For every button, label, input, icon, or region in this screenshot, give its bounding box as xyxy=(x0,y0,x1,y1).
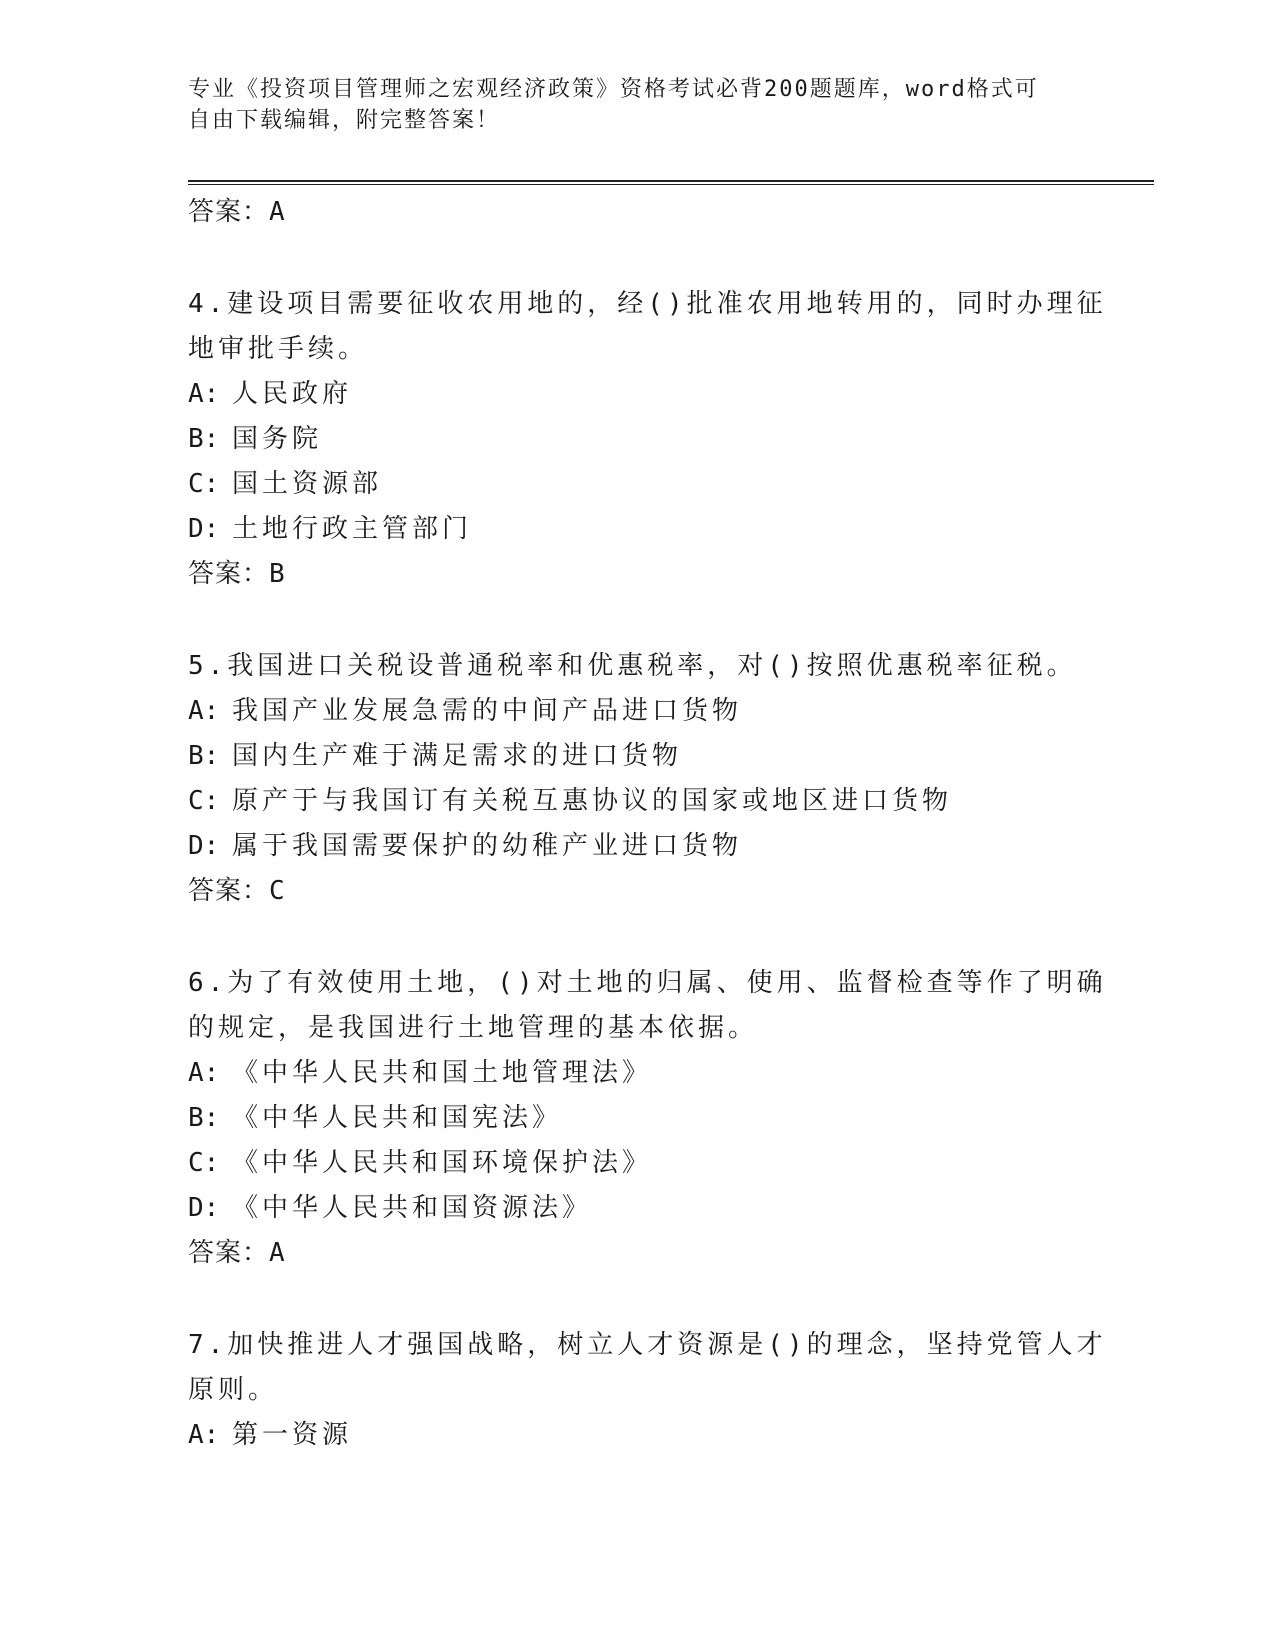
question-block xyxy=(188,644,1088,913)
question-text-line: 4.建设项目需要征收农用地的，经()批准农用地转用的，同时办理征 xyxy=(188,289,1107,319)
spacer xyxy=(188,913,1088,961)
question-text-line: 的规定，是我国进行土地管理的基本依据。 xyxy=(188,1013,759,1043)
option-key: A: xyxy=(188,379,220,409)
answer-line xyxy=(188,190,1088,234)
question-text xyxy=(188,282,1107,372)
question-list xyxy=(188,190,1107,1458)
spacer xyxy=(188,1275,1088,1323)
option-key: B: xyxy=(188,741,220,771)
option-a xyxy=(188,372,1088,417)
option-d xyxy=(188,507,1088,552)
option-text: 我国产业发展急需的中间产品进口货物 xyxy=(232,696,743,726)
answer-value: B xyxy=(269,559,286,589)
option-key: C: xyxy=(188,469,220,499)
option-text: 《中华人民共和国宪法》 xyxy=(232,1103,563,1133)
option-key: D: xyxy=(188,831,220,861)
option-text: 土地行政主管部门 xyxy=(232,514,473,544)
option-text: 人民政府 xyxy=(232,379,353,409)
option-key: D: xyxy=(188,514,220,544)
answer-value: A xyxy=(269,197,286,227)
option-text: 国土资源部 xyxy=(232,469,383,499)
option-key: D: xyxy=(188,1193,220,1223)
option-text: 国内生产难于满足需求的进口货物 xyxy=(232,741,683,771)
option-d xyxy=(188,824,1088,869)
question-block xyxy=(188,961,1107,1275)
option-c xyxy=(188,462,1088,507)
answer-line xyxy=(188,1231,1088,1275)
option-text: 《中华人民共和国资源法》 xyxy=(232,1193,593,1223)
option-key: C: xyxy=(188,786,220,816)
option-a xyxy=(188,1051,1088,1096)
option-d xyxy=(188,1186,1088,1231)
question-text-line: 原则。 xyxy=(188,1375,279,1405)
option-key: B: xyxy=(188,1103,220,1133)
question-text xyxy=(188,1323,1107,1413)
question-block xyxy=(188,282,1107,596)
option-a xyxy=(188,689,1088,734)
header-line: 自由下载编辑，附完整答案！ xyxy=(188,108,501,133)
option-c xyxy=(188,1141,1088,1186)
header-divider-thick xyxy=(188,180,1154,182)
question-text-line: 6.为了有效使用土地，()对土地的归属、使用、监督检查等作了明确 xyxy=(188,968,1107,998)
option-key: C: xyxy=(188,1148,220,1178)
option-text: 第一资源 xyxy=(232,1420,353,1450)
spacer xyxy=(188,234,1088,282)
answer-label: 答案： xyxy=(188,197,270,227)
option-text: 原产于与我国订有关税互惠协议的国家或地区进口货物 xyxy=(232,786,953,816)
question-block xyxy=(188,1323,1107,1458)
answer-value: C xyxy=(269,876,286,906)
answer-label: 答案： xyxy=(188,1238,270,1268)
option-b xyxy=(188,734,1088,779)
answer-label: 答案： xyxy=(188,876,270,906)
option-c xyxy=(188,779,1088,824)
option-key: A: xyxy=(188,696,220,726)
question-text xyxy=(188,644,1088,689)
option-key: A: xyxy=(188,1420,220,1450)
option-text: 《中华人民共和国环境保护法》 xyxy=(232,1148,653,1178)
option-b xyxy=(188,1096,1088,1141)
question-text-line: 7.加快推进人才强国战略，树立人才资源是()的理念，坚持党管人才 xyxy=(188,1330,1107,1360)
page-header xyxy=(188,74,1088,136)
option-text: 《中华人民共和国土地管理法》 xyxy=(232,1058,653,1088)
question-text xyxy=(188,961,1107,1051)
spacer xyxy=(188,596,1088,644)
option-key: A: xyxy=(188,1058,220,1088)
option-text: 国务院 xyxy=(232,424,323,454)
header-divider-thin xyxy=(188,184,1154,185)
answer-label: 答案： xyxy=(188,559,270,589)
answer-line xyxy=(188,869,1088,913)
option-a xyxy=(188,1413,1088,1458)
option-b xyxy=(188,417,1088,462)
answer-value: A xyxy=(269,1238,286,1268)
option-text: 属于我国需要保护的幼稚产业进口货物 xyxy=(232,831,743,861)
question-text-line: 5.我国进口关税设普通税率和优惠税率，对()按照优惠税率征税。 xyxy=(188,651,1077,681)
answer-line xyxy=(188,552,1088,596)
question-text-line: 地审批手续。 xyxy=(188,334,369,364)
header-line: 专业《投资项目管理师之宏观经济政策》资格考试必背200题题库，word格式可 xyxy=(188,77,1039,102)
option-key: B: xyxy=(188,424,220,454)
